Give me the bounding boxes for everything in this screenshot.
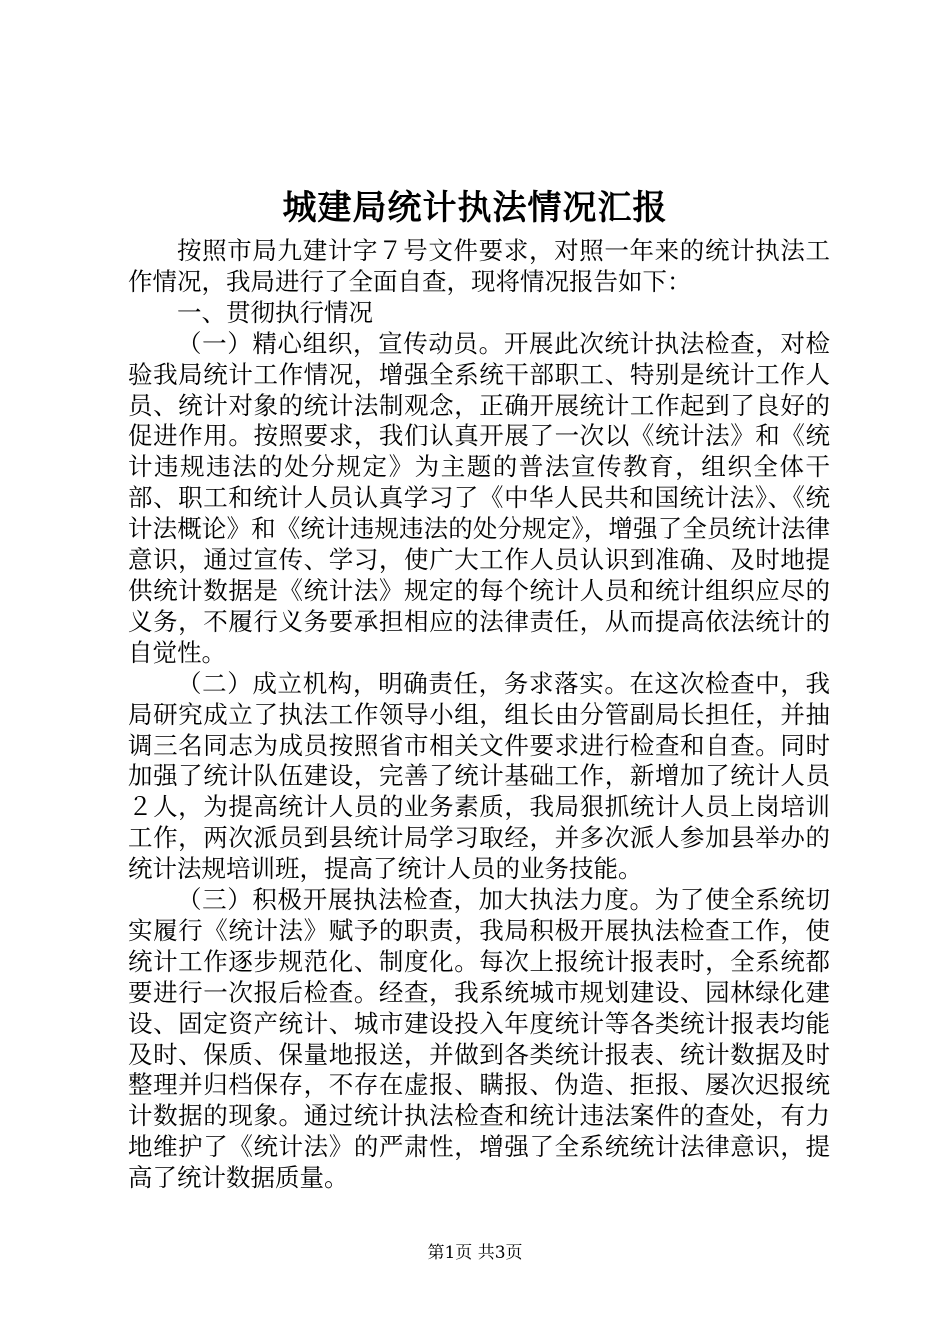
document-title: 城建局统计执法情况汇报 [282, 188, 668, 228]
document-body [128, 236, 830, 1194]
paragraph-section-2: （二）成立机构，明确责任，务求落实。在这次检查中，我局研究成立了执法工作领导小组，组长由分管副局长担任，并抽调三名同志为成员按照省市相关文件要求进行检查和自查。同时加强了统计队伍建设，完善了统计基础工作，新增加了统计人员２人，为提高统计人员的业务素质，我局狠抓统计人员上岗培训工作，两次派员到县统计局学习取经，并多次派人参加县举办的统计法规培训班，提高了统计人员的业务技能。 [128, 668, 830, 884]
paragraph-section-1: （一）精心组织，宣传动员。开展此次统计执法检查，对检验我局统计工作情况，增强全系统干部职工、特别是统计工作人员、统计对象的统计法制观念，正确开展统计工作起到了良好的促进作用。按照要求，我们认真开展了一次以《统计法》和《统计违规违法的处分规定》为主题的普法宣传教育，组织全体干部、职工和统计人员认真学习了《中华人民共和国统计法》、《统计法概论》和《统计违规违法的处分规定》，增强了全员统计法律意识，通过宣传、学习，使广大工作人员认识到准确、及时地提供统计数据是《统计法》规定的每个统计人员和统计组织应尽的义务，不履行义务要承担相应的法律责任，从而提高依法统计的自觉性。 [128, 328, 830, 667]
paragraph-section-3: （三）积极开展执法检查，加大执法力度。为了使全系统切实履行《统计法》赋予的职责，我局积极开展执法检查工作，使统计工作逐步规范化、制度化。每次上报统计报表时，全系统都要进行一次报后检查。经查，我系统城市规划建设、园林绿化建设、固定资产统计、城市建设投入年度统计等各类统计报表均能及时、保质、保量地报送，并做到各类统计报表、统计数据及时整理并归档保存，不存在虚报、瞒报、伪造、拒报、屡次迟报统计数据的现象。通过统计执法检查和统计违法案件的查处，有力地维护了《统计法》的严肃性，增强了全系统统计法律意识，提高了统计数据质量。 [128, 885, 830, 1193]
paragraph-intro: 按照市局九建计字７号文件要求，对照一年来的统计执法工作情况，我局进行了全面自查，现将情况报告如下： [128, 236, 830, 296]
page-number-footer: 第1页 共3页 [427, 1243, 523, 1263]
section-heading: 一、贯彻执行情况 [177, 297, 373, 327]
